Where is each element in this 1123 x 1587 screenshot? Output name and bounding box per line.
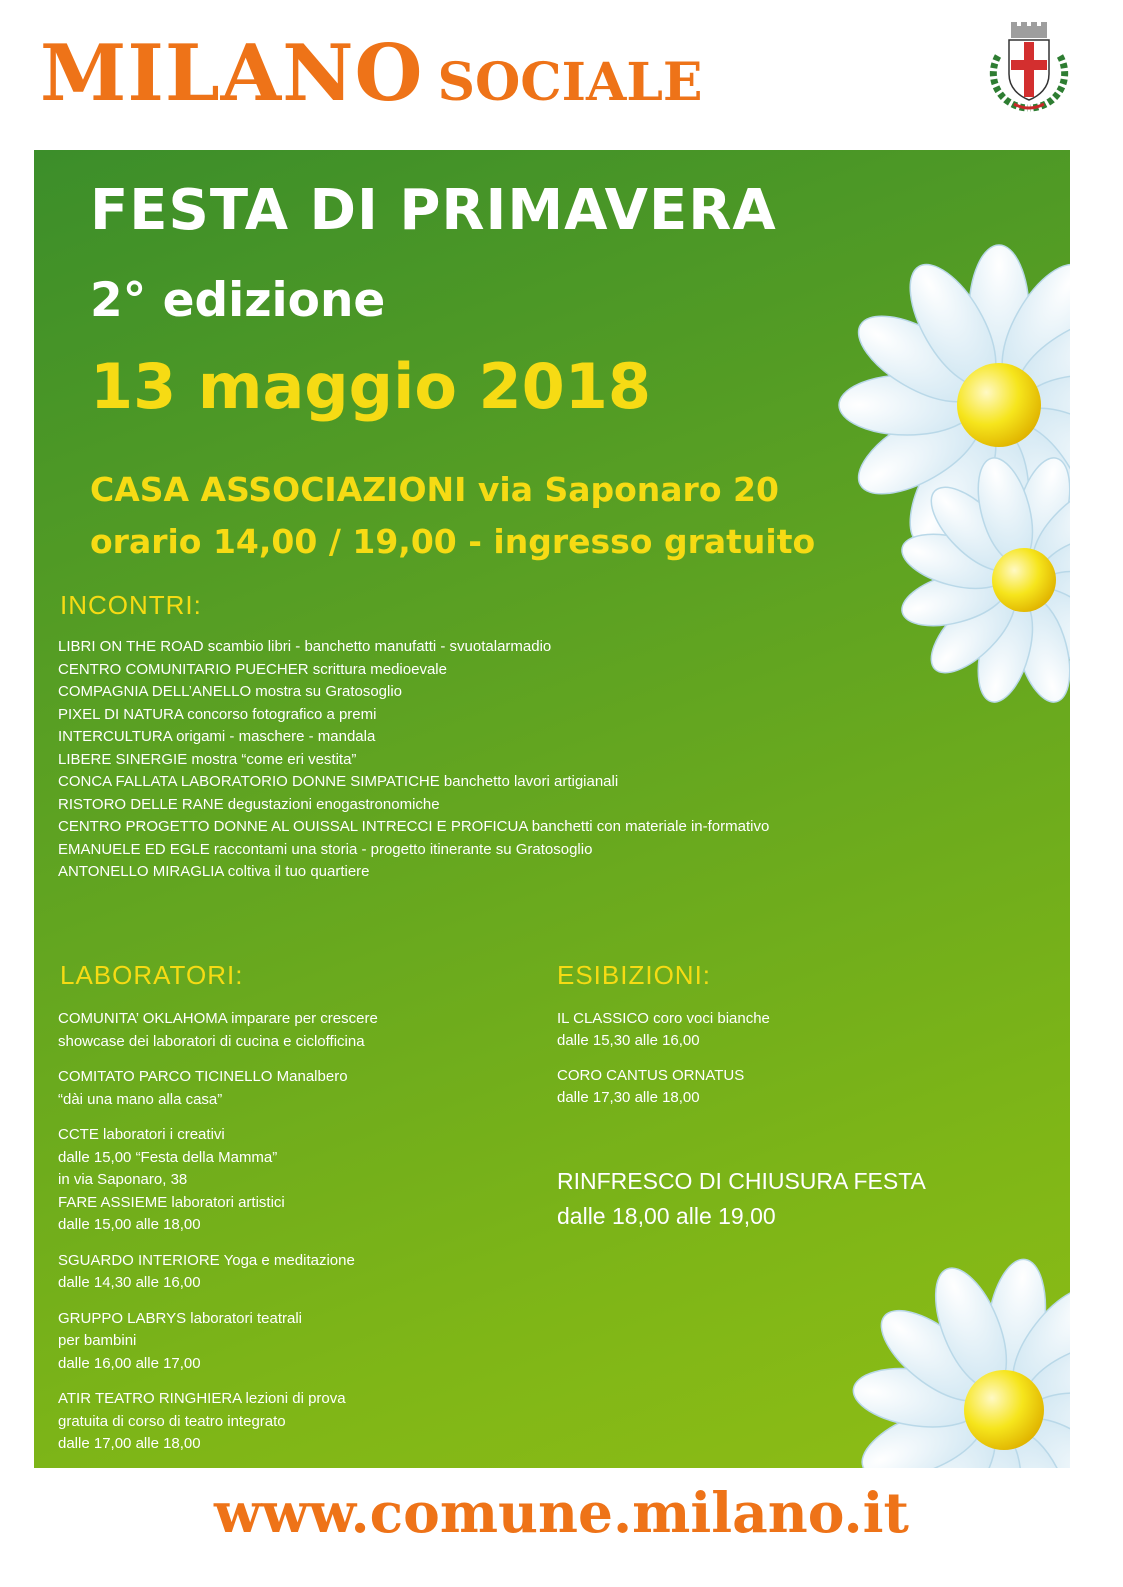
event-edition: 2° edizione	[90, 273, 386, 328]
item-detail: dalle 14,30 alle 16,00	[58, 1274, 201, 1291]
list-item	[58, 1250, 378, 1295]
item-name: CONCA FALLATA LABORATORIO DONNE SIMPATICHE	[58, 773, 440, 790]
item-desc: lezioni di prova	[245, 1390, 346, 1407]
item-desc: coro voci bianche	[653, 1010, 770, 1027]
item-detail: in via Saponaro, 38	[58, 1171, 188, 1188]
milan-coat-of-arms-icon	[984, 18, 1074, 114]
incontri-list	[58, 636, 838, 884]
item-name: PIXEL DI NATURA	[58, 705, 184, 723]
item-desc: imparare per crescere	[231, 1010, 378, 1027]
item-name: ANTONELLO MIRAGLIA	[58, 863, 224, 880]
brand-sub: SOCIALE	[437, 52, 703, 113]
item-detail: showcase dei laboratori di cucina e ciclofficina	[58, 1032, 365, 1050]
item-name: FARE ASSIEME	[58, 1193, 168, 1211]
event-venue: CASA ASSOCIAZIONI via Saponaro 20	[90, 470, 779, 509]
rinfresco-block	[557, 1164, 926, 1234]
item-name: COMUNITA’ OKLAHOMA	[58, 1010, 227, 1027]
list-item	[58, 816, 830, 839]
item-detail: dalle 15,00 “Festa della Mamma”	[58, 1148, 278, 1166]
list-item	[557, 1008, 770, 1052]
list-item	[58, 636, 838, 659]
item-name: SGUARDO INTERIORE	[58, 1251, 220, 1269]
brand-main: MILANO	[40, 28, 424, 119]
item-name: COMPAGNIA DELL’ANELLO	[58, 683, 252, 700]
event-date: 13 maggio 2018	[90, 350, 652, 423]
item-desc: origami - maschere - mandala	[176, 728, 376, 745]
item-name: COMITATO PARCO TICINELLO	[58, 1068, 273, 1085]
item-detail: dalle 17,00 alle 18,00	[58, 1435, 201, 1452]
item-name: CCTE	[58, 1126, 99, 1143]
brand-title	[40, 28, 703, 119]
rinfresco-title: RINFRESCO DI CHIUSURA FESTA	[557, 1168, 926, 1194]
list-item	[58, 839, 838, 862]
item-desc: scambio libri - banchetto manufatti - svuotalarmadio	[207, 638, 552, 655]
item-name: RISTORO DELLE RANE	[58, 795, 224, 813]
item-name: CENTRO COMUNITARIO PUECHER	[58, 660, 309, 678]
list-item	[58, 1008, 378, 1053]
list-item	[58, 861, 838, 884]
item-desc: Manalbero	[276, 1068, 348, 1085]
daisy-flower-icon	[844, 1250, 1070, 1468]
incontri-title: INCONTRI:	[60, 590, 202, 620]
item-name: EMANUELE ED EGLE	[58, 840, 210, 858]
item-name: CORO CANTUS ORNATUS	[557, 1067, 745, 1084]
rinfresco-time: dalle 18,00 alle 19,00	[557, 1203, 776, 1229]
item-desc: scrittura medioevale	[312, 660, 447, 678]
list-item	[58, 659, 838, 682]
list-item	[58, 1192, 378, 1237]
item-name: IL CLASSICO	[557, 1010, 649, 1027]
item-name: ATIR TEATRO RINGHIERA	[58, 1390, 242, 1407]
laboratori-title: LABORATORI:	[60, 960, 244, 990]
item-name: LIBRI ON THE ROAD	[58, 638, 204, 655]
event-panel	[34, 150, 1070, 1468]
item-detail: dalle 15,00 alle 18,00	[58, 1216, 201, 1233]
item-detail: dalle 17,30 alle 18,00	[557, 1089, 700, 1106]
list-item	[58, 1308, 378, 1376]
item-desc: banchetti con materiale in-formativo	[531, 818, 770, 835]
item-desc: coltiva il tuo quartiere	[227, 863, 370, 880]
list-item	[58, 749, 838, 772]
item-desc: laboratori artistici	[171, 1193, 285, 1211]
event-hours: orario 14,00 / 19,00 - ingresso gratuito	[90, 522, 816, 561]
list-item	[58, 1066, 378, 1111]
daisy-flower-icon	[894, 450, 1070, 710]
item-desc: concorso fotografico a premi	[187, 705, 377, 723]
item-detail: dalle 15,30 alle 16,00	[557, 1032, 700, 1049]
esibizioni-title: ESIBIZIONI:	[557, 960, 712, 990]
item-detail: dalle 16,00 alle 17,00	[58, 1354, 201, 1372]
item-detail: per bambini	[58, 1332, 137, 1349]
item-desc: laboratori i creativi	[103, 1126, 225, 1143]
item-name: INTERCULTURA	[58, 728, 172, 745]
item-detail: gratuita di corso di teatro integrato	[58, 1412, 286, 1430]
item-desc: mostra su Gratosoglio	[255, 683, 403, 700]
website-link[interactable]: www.comune.milano.it	[214, 1480, 909, 1545]
item-desc: raccontami una storia - progetto itinerante su Gratosoglio	[213, 840, 593, 858]
event-title: FESTA DI PRIMAVERA	[90, 178, 777, 243]
list-item	[58, 771, 838, 794]
item-desc: mostra “come eri vestita”	[191, 750, 357, 768]
list-item	[58, 704, 838, 727]
item-name: LIBERE SINERGIE	[58, 750, 188, 768]
list-item	[557, 1065, 770, 1109]
list-item	[58, 1124, 378, 1192]
item-desc: banchetto lavori artigianali	[443, 773, 619, 790]
list-item	[58, 794, 838, 817]
laboratori-list	[58, 1008, 378, 1468]
item-desc: Yoga e meditazione	[223, 1251, 355, 1269]
esibizioni-list	[557, 1008, 770, 1122]
item-name: CENTRO PROGETTO DONNE AL OUISSAL INTRECCI E PROFICUA	[58, 818, 528, 835]
list-item	[58, 726, 838, 749]
item-detail: “dài una mano alla casa”	[58, 1090, 223, 1108]
item-desc: laboratori teatrali	[190, 1309, 303, 1327]
list-item	[58, 681, 838, 704]
item-desc: degustazioni enogastronomiche	[227, 795, 440, 813]
list-item	[58, 1388, 378, 1456]
item-name: GRUPPO LABRYS	[58, 1309, 187, 1327]
